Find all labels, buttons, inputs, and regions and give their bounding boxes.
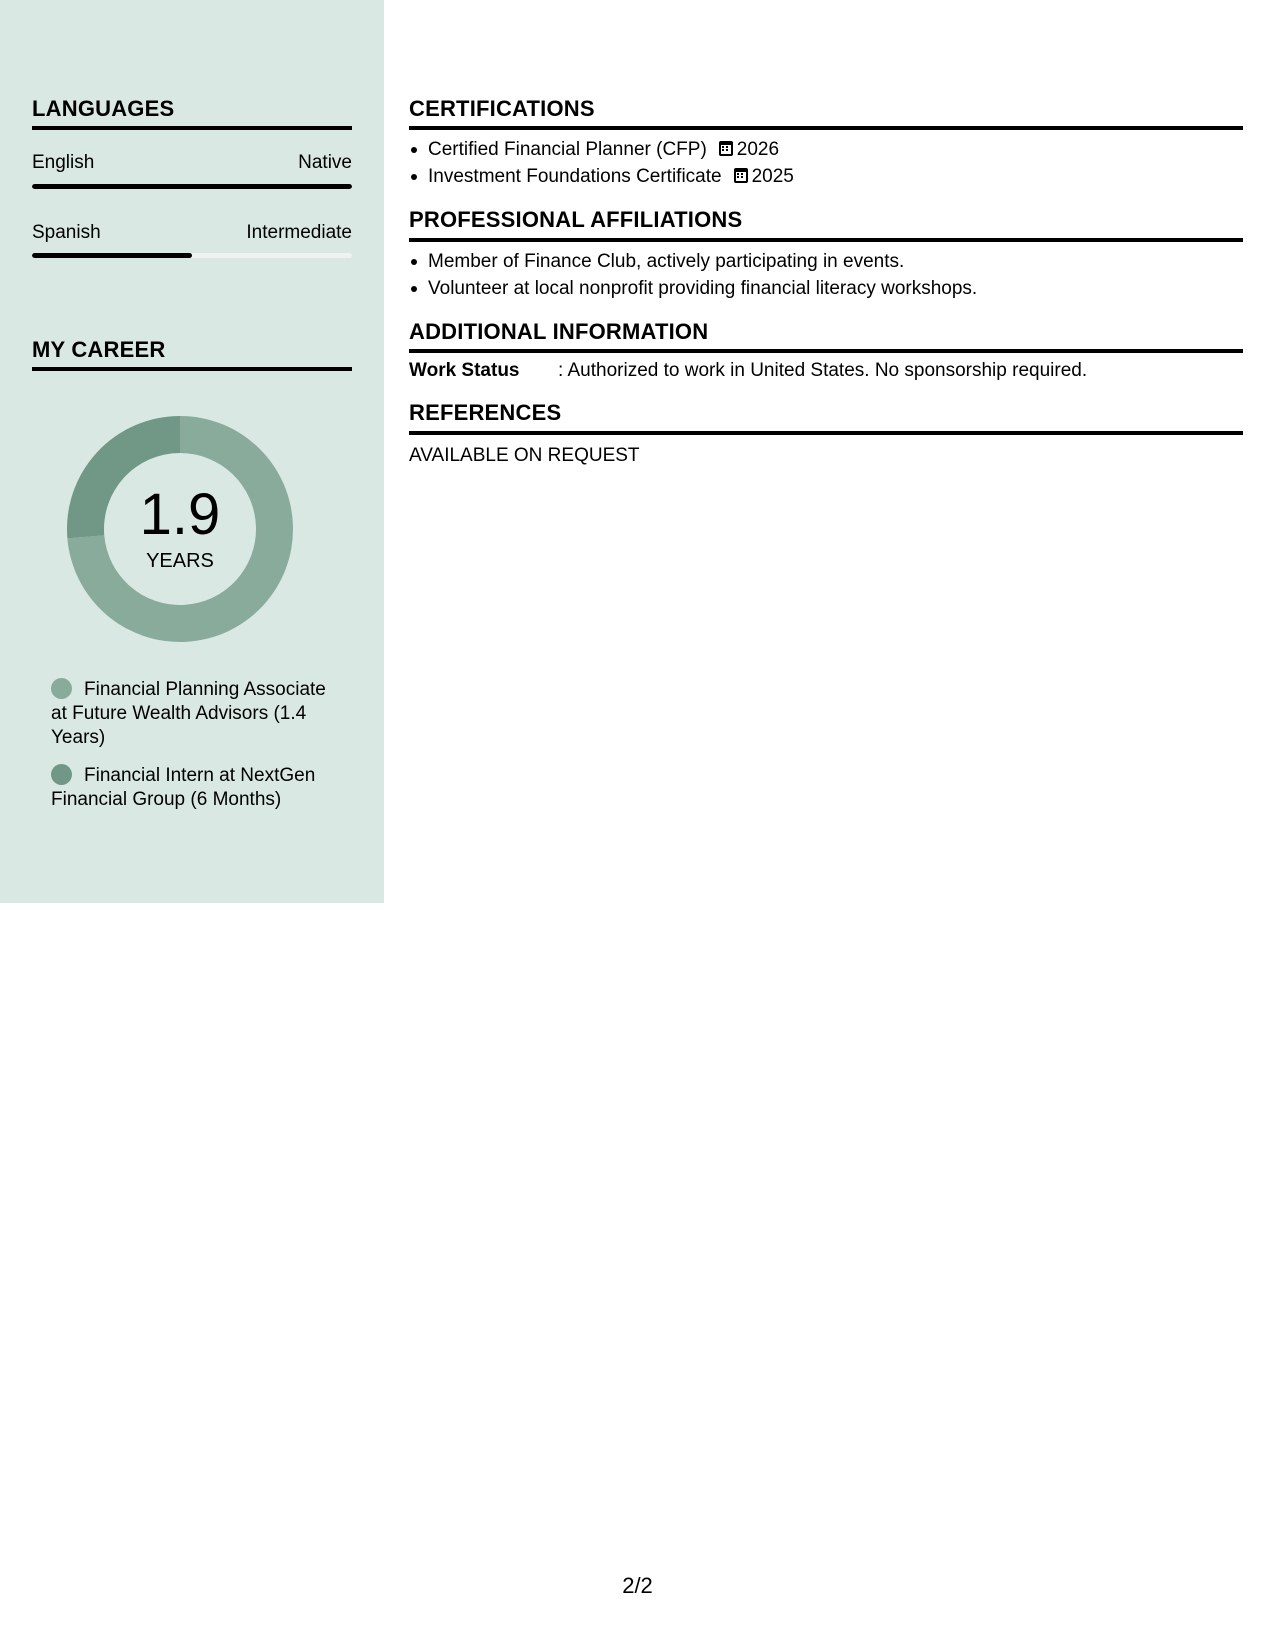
certifications-divider — [409, 126, 1243, 130]
references-text: AVAILABLE ON REQUEST — [409, 445, 640, 466]
work-status-value: : Authorized to work in United States. No sponsorship required. — [558, 360, 1088, 381]
career-divider — [32, 367, 352, 371]
language-bar-spanish — [32, 253, 352, 258]
career-title: MY CAREER — [32, 337, 166, 362]
certification-name: Investment Foundations Certificate — [428, 166, 722, 187]
language-level: Native — [298, 152, 352, 173]
certification-item — [409, 163, 1243, 190]
additional-info-title: ADDITIONAL INFORMATION — [409, 319, 709, 344]
certification-name: Certified Financial Planner (CFP) — [428, 139, 707, 160]
language-row-spanish — [32, 221, 352, 245]
page-number: 2/2 — [622, 1573, 653, 1598]
career-legend-item — [51, 764, 336, 812]
career-legend-item — [51, 678, 336, 750]
work-status-label: Work Status — [409, 360, 520, 381]
calendar-icon — [734, 168, 748, 183]
references-title: REFERENCES — [409, 400, 562, 425]
certification-item — [409, 136, 1243, 163]
legend-dot-icon — [51, 678, 72, 699]
career-total-number: 1.9 — [139, 482, 221, 547]
references-divider — [409, 431, 1243, 435]
donut-center — [67, 416, 293, 642]
affiliation-item: Volunteer at local nonprofit providing financial literacy workshops. — [409, 275, 1243, 302]
certifications-list — [409, 136, 1243, 190]
languages-title: LANGUAGES — [32, 96, 175, 121]
affiliations-title: PROFESSIONAL AFFILIATIONS — [409, 207, 743, 232]
certification-year: 2026 — [736, 139, 780, 160]
certification-year: 2025 — [751, 166, 794, 187]
language-level: Intermediate — [246, 222, 352, 243]
calendar-icon — [719, 141, 733, 156]
language-bar-fill — [32, 184, 352, 189]
legend-dot-icon — [51, 764, 72, 785]
career-legend-label: Financial Planning Associate at Future Wealth Advisors (1.4 Years) — [51, 679, 326, 748]
languages-divider — [32, 126, 352, 130]
language-name: Spanish — [32, 222, 101, 243]
language-name: English — [32, 152, 95, 173]
affiliations-list — [409, 248, 1243, 302]
career-total-unit: YEARS — [146, 550, 214, 572]
certifications-title: CERTIFICATIONS — [409, 96, 595, 121]
language-bar-fill — [32, 253, 192, 258]
affiliations-divider — [409, 238, 1243, 242]
affiliation-item: Member of Finance Club, actively participating in events. — [409, 248, 1243, 275]
language-bar-english — [32, 184, 352, 189]
career-legend-label: Financial Intern at NextGen Financial Group (6 Months) — [51, 765, 316, 810]
additional-info-divider — [409, 349, 1243, 353]
career-donut-chart — [67, 416, 293, 642]
work-status-row — [409, 358, 1243, 384]
language-row-english — [32, 151, 352, 175]
sidebar — [0, 0, 384, 903]
